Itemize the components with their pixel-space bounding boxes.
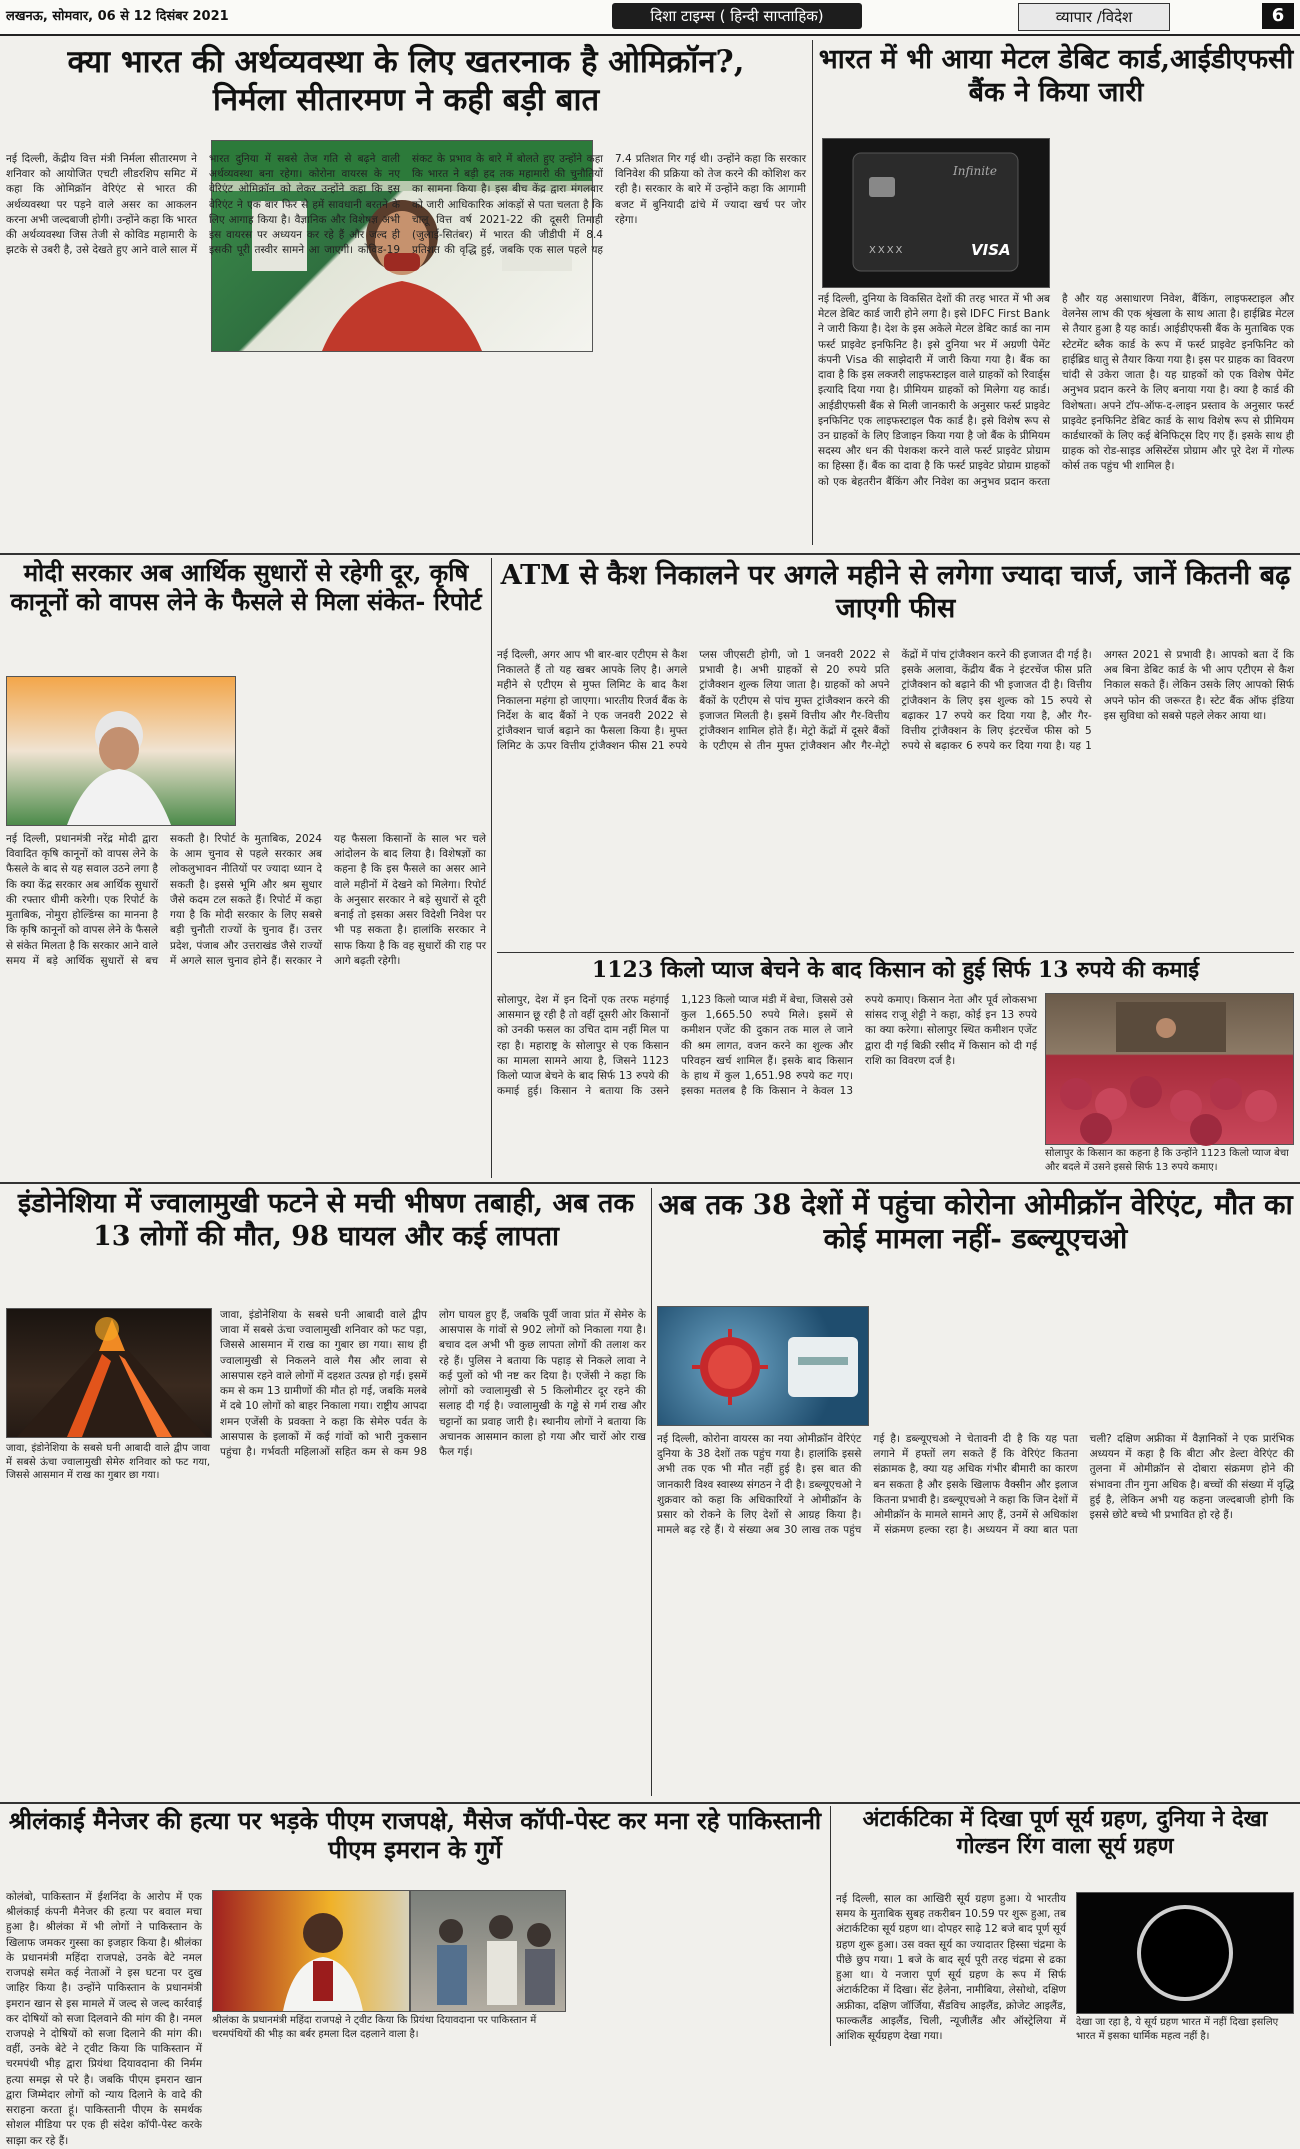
masthead — [0, 0, 1300, 36]
headline-modi-reforms: मोदी सरकार अब आर्थिक सुधारों से रहेगी दूर, कृषि कानूनों को वापस लेने के फैसले से मिला संकेत- रिपोर्ट — [10, 558, 482, 617]
body-solar-eclipse: नई दिल्ली, साल का आखिरी सूर्य ग्रहण हुआ। ये भारतीय समय के मुताबिक सुबह तकरीबन 10.59 पर शुरू हुआ, तब अंटार्कटिका सूर्य ग्रहण था। दोपहर साढ़े 12 बजे बाद पूर्ण सूर्य ग्रहण शुरू हुआ। उस वक्त सूर्य का ज्यादातर हिस्सा चंद्रमा के पीछे छुप गया। 1 बजे के बाद सूर्य पूरी तरह चंद्रमा से ढका हुआ था। ये नजारा पूर्ण सूर्य ग्रहण के रूप में सिर्फ अंटार्कटिका में दिखा। सेंट हेलेना, नामीबिया, लेसोथो, दक्षिण अफ्रीका, दक्षिण जॉर्जिया, सैंडविच आइलैंड, क्रोजेट आइलैंड, फाल्कलैंड आइलैंड, चिली, न्यूजीलैंड और ऑस्ट्रेलिया में आंशिक सूर्यग्रहण देखा गया। — [836, 1893, 1066, 2042]
article-atm-charges — [497, 558, 1294, 948]
card-number: XXXX — [869, 245, 905, 256]
caption-eclipse: देखा जा रहा है, ये सूर्य ग्रहण भारत में नहीं दिखा इसलिए भारत में इसका धार्मिक महत्व नहीं है। — [1076, 2017, 1279, 2042]
crowd-icon — [411, 1891, 565, 2011]
body-metal-card: नई दिल्ली, दुनिया के विकसित देशों की तरह भारत में भी अब मेटल डेबिट कार्ड जारी होने लगा है। इसे IDFC First Bank ने जारी किया है। देश के इस अकेले मेटल डेबिट कार्ड का नाम फर्स्ट प्राइवेट इनफिनिट है। इसे दुनिया भर में अग्रणी पेमेंट कंपनी Visa की साझेदारी में जारी किया गया है। बैंक का दावा है कि इस लक्जरी लाइफस्टाइल वाले ग्राहकों को रिवार्ड्स इत्यादि दिया गया है। प्रीमियम ग्राहकों को मिलेगा यह कार्ड। आईडीएफसी बैंक से मिली जानकारी के अनुसार फर्स्ट प्राइवेट इनफिनिट एक लाइफस्टाइल पैक कार्ड है। इसे विशेष रूप से उन ग्राहकों के लिए डिजाइन किया गया है जो बैंक के प्रीमियम सदस्य और धन की पेशकश करने वाले फर्स्ट प्राइवेट प्रोग्राम का हिस्सा हैं। बैंक का दावा है कि फर्स्ट प्राइवेट प्रोग्राम ग्राहकों को एक बेहतरीन बैंकिंग और निवेश का अनुभव प्रदान करता है और यह असाधारण निवेश, बैंकिंग, लाइफस्टाइल और वेलनेस लाभ की एक श्रृंखला के साथ आता है। हाईब्रिड मेटल से तैयार हुआ है यह कार्ड। आईडीएफसी बैंक के मुताबिक एक स्टेटमेंट ब्लैक कार्ड के रूप में फर्स्ट प्राइवेट इनफिनिट को हाईब्रिड धातु से तैयार किया गया है। इस पर ग्राहक का विवरण चांदी से उकेरा जाता है। यह ग्राहकों को एक विशेष पेमेंट अनुभव प्रदान करने के लिए बनाया गया है। क्या है कार्ड की विशेषता। अपने टॉप-ऑफ-द-लाइन प्रस्ताव के अनुसार फर्स्ट प्राइवेट इनफिनिट डेबिट कार्ड के साथ विशेष रूप से प्रीमियम कार्डधारकों के लिए कई बेनिफिट्स दिए गए हैं। इसके साथ ही ग्राहक को रोड-साइड असिस्टेंस प्रोग्राम और पूरे देश में गोल्फ कोर्स तक पहुंच भी शामिल है। — [818, 293, 1294, 488]
debit-card-icon — [823, 139, 1049, 287]
photo-onion-heap — [1045, 993, 1294, 1145]
headline-atm-charges: ATM से कैश निकालने पर अगले महीने से लगेगा ज्यादा चार्ज, जानें कितनी बढ़ जाएगी फीस — [500, 560, 1291, 624]
volcano-eruption-icon — [7, 1309, 211, 1437]
article-farmer-onion — [497, 955, 1294, 1178]
article-metal-card — [818, 40, 1294, 550]
headline-solar-eclipse: अंटार्कटिका में दिखा पूर्ण सूर्य ग्रहण, दुनिया ने देखा गोल्डन रिंग वाला सूर्य ग्रहण — [862, 1806, 1268, 1859]
onion-heap-icon — [1046, 994, 1293, 1144]
page-number: 6 — [1262, 3, 1294, 29]
body-omicron-economy: नई दिल्ली, केंद्रीय वित्त मंत्री निर्मला सीतारमण ने शनिवार को आयोजित एचटी लीडरशिप समिट में कहा कि ओमिक्रॉन वेरिएंट से भारत की अर्थव्यवस्था पर पड़ने वाले असर का आकलन करना अभी जल्दबाजी होगी। उन्होंने कहा कि भारत की अर्थव्यवस्था जिस तेजी से कोविड महामारी के झटके से उबरी है, उसे देखते हुए आने वाले साल में भारत दुनिया में सबसे तेज गति से बढ़ने वाली अर्थव्यवस्था बना रहेगा। कोरोना वायरस के नए वेरिएंट ओमिक्रॉन को लेकर उन्होंने कहा कि इस वेरिएंट ने एक बार फिर से हमें सावधानी बरतने के लिए आगाह किया है। वैज्ञानिक और विशेषज्ञ अभी इस वायरस पर अध्ययन कर रहे हैं और जल्द ही इसकी पूरी तस्वीर सामने आ जाएगी। कोविड-19 संकट के प्रभाव के बारे में बोलते हुए उन्होंने कहा कि भारत ने बड़ी हद तक महामारी की चुनौतियों का सामना किया है। इस बीच केंद्र द्वारा मंगलवार को जारी आधिकारिक आंकड़ों से पता चलता है कि चालू वित्त वर्ष 2021-22 की दूसरी तिमाही (जुलाई-सितंबर) में भारत की जीडीपी में 8.4 प्रतिशत की वृद्धि हुई, जबकि एक साल पहले यह 7.4 प्रतिशत गिर गई थी। उन्होंने कहा कि सरकार विनिवेश की प्रक्रिया को तेज करने की कोशिश कर रही है। सरकार के बारे में उन्होंने कहा कि आगामी बजट में बुनियादी ढांचे में ज्यादा खर्च पर जोर रहेगा। — [6, 153, 806, 257]
column-divider — [651, 1188, 652, 1796]
section-label: व्यापार /विदेश — [1018, 3, 1170, 31]
svg-text:Infinite: Infinite — [953, 164, 997, 178]
section-divider — [0, 1182, 1300, 1184]
column-divider — [812, 40, 813, 545]
photo-rajapaksa — [212, 1890, 410, 2012]
caption-farmer-onion: सोलापुर के किसान का कहना है कि उन्होंने 1123 किलो प्याज बेचा और बदले में उसने इससे सिर्फ 13 रुपये कमाए। — [1045, 1148, 1289, 1173]
headline-omicron-economy: क्या भारत की अर्थव्यवस्था के लिए खतरनाक है ओमिक्रॉन?, निर्मला सीतारमण ने कही बड़ी बात — [67, 44, 745, 118]
photo-pm-modi — [6, 676, 236, 826]
headline-indonesia-volcano: इंडोनेशिया में ज्वालामुखी फटने से मची भीषण तबाही, अब तक 13 लोगों की मौत, 98 घायल और कई लापता — [17, 1188, 635, 1252]
pm-portrait-icon — [7, 677, 235, 825]
section-divider — [0, 553, 1300, 555]
body-indonesia-volcano: जावा, इंडोनेशिया के सबसे घनी आबादी वाले द्वीप जावा में सबसे ऊंचा ज्वालामुखी शनिवार को फट पड़ा, जिससे आसमान में राख का गुबार छा गया। साथ ही ज्वालामुखी से निकलने वाले गैस और लावा से आसपास रहने वाले लोगों में दहशत उत्पन्न हो गई। इसमें कम से कम 13 ग्रामीणों की मौत हो गई, जबकि मलबे में दबे 10 लोगों को बाहर निकाला गया। राष्ट्रीय आपदा शमन एजेंसी के प्रवक्ता ने कहा कि सेमेरु पर्वत के आसपास के इलाकों में कई गांवों को भारी नुकसान पहुंचा है। गर्भवती महिलाओं सहित कम से कम 98 लोग घायल हुए हैं, जबकि पूर्वी जावा प्रांत में सेमेरु के आसपास के गांवों से 902 लोगों को निकाला गया है। बचाव दल अभी भी कुछ लापता लोगों की तलाश कर रहे हैं। पुलिस ने बताया कि पहाड़ से निकले लावा ने कई पुलों को भी नष्ट कर दिया है। एजेंसी ने कहा कि लोगों को ज्वालामुखी से 5 किलोमीटर दूर रहने की सलाह दी गई है। ज्वालामुखी के गड्ढे से गर्म राख और चट्टानों का प्रवाह जारी है। स्थानीय लोगों ने बताया कि अचानक आसमान काला हो गया और चारों ओर राख फैल गई। — [220, 1309, 646, 1458]
section-divider — [497, 952, 1294, 953]
body-srilanka-continued — [574, 1890, 822, 2044]
article-modi-reforms — [6, 558, 486, 1178]
pm-rajapaksa-icon — [213, 1891, 409, 2011]
photo-volcano — [6, 1308, 212, 1438]
card-brand: VISA — [971, 241, 1011, 259]
eclipse-ring-icon — [1077, 1893, 1293, 2013]
section-divider — [0, 1802, 1300, 1804]
body-srilanka-manager: कोलंबो, पाकिस्तान में ईशनिंदा के आरोप में एक श्रीलंकाई कंपनी मैनेजर की हत्या पर बवाल मचा हुआ है। श्रीलंका में भी लोगों ने पाकिस्तान के खिलाफ जमकर गुस्सा का इजहार किया है। श्रीलंका के प्रधानमंत्री महिंदा राजपक्षे, उनके बेटे नमल राजपक्षे समेत कई नेताओं ने इस घटना पर दुख जाहिर किया है। उन्होंने पाकिस्तान के प्रधानमंत्री इमरान खान से इस मामले में जल्द से जल्द कार्रवाई कर दोषियों को सजा दिलवाने की मांग की है। नमल राजपक्षे ने दोषियों को सजा दिलाने की मांग की। वहीं, उनके बेटे ने ट्वीट किया कि पाकिस्तान में चरमपंथी भीड़ द्वारा प्रियंथा दियावदाना की निर्मम हत्या समझ से परे है। जबकि पीएम इमरान खान द्वारा जिम्मेदार लोगों को न्याय दिलाने के वादे की सराहना करता हूं। पाकिस्तानी पीएम के समर्थक सोशल मीडिया पर एक ही संदेश कॉपी-पेस्ट करके साझा कर रहे हैं। — [6, 1891, 202, 2147]
column-divider — [830, 1806, 831, 2046]
article-corona-who — [657, 1188, 1294, 1798]
caption-srilanka: श्रीलंका के प्रधानमंत्री महिंदा राजपक्षे ने ट्वीट किया कि प्रियंथा दियावदाना पर पाकिस्तान में चरमपंथियों की भीड़ का बर्बर हमला दिल दहलाने वाला है। — [212, 2015, 537, 2040]
photo-eclipse — [1076, 1892, 1294, 2014]
photo-metal-card — [822, 138, 1050, 288]
column-divider — [491, 558, 492, 1178]
article-omicron-economy — [6, 40, 806, 550]
photo-virus — [657, 1306, 869, 1426]
article-indonesia-volcano — [6, 1188, 646, 1798]
body-corona-who: नई दिल्ली, कोरोना वायरस का नया ओमीक्रॉन वेरिएंट दुनिया के 38 देशों तक पहुंच गया है। हालांकि इससे अभी तक एक भी मौत नहीं हुई है। इस बात की जानकारी विश्व स्वास्थ्य संगठन ने दी है। डब्ल्यूएचओ ने शुक्रवार को कहा कि अधिकारियों ने ओमीक्रॉन के प्रसार को रोकने के लिए देशों से आग्रह किया है। मामले बढ़ रहे हैं। ये संख्या अब 30 लाख तक पहुंच गई है। डब्ल्यूएचओ ने चेतावनी दी है कि यह पता लगाने में हफ्तों लग सकते हैं कि वेरिएंट कितना संक्रामक है, क्या यह अधिक गंभीर बीमारी का कारण बन सकता है और इसके खिलाफ वैक्सीन और इलाज कितना प्रभावी है। डब्ल्यूएचओ ने कहा कि जिन देशों में ओमीक्रॉन के मामले सामने आए हैं, उनमें से अधिकांश में संक्रमण हल्का रहा है। अध्ययन में क्या बात पता चली? दक्षिण अफ्रीका में वैज्ञानिकों ने एक प्रारंभिक अध्ययन में कहा है कि बीटा और डेल्टा वेरिएंट की तुलना में ओमीक्रॉन से दोबारा संक्रमण होने की संभावना तीन गुना अधिक है। बच्चों की संख्या में वृद्धि हुई है, लेकिन अभी यह कहना जल्दबाजी होगी कि इससे छोटे बच्चे भी प्रभावित हो रहे हैं। — [657, 1433, 1294, 1537]
newspaper-name: दिशा टाइम्स ( हिन्दी साप्ताहिक) — [612, 3, 862, 29]
article-srilanka-manager — [6, 1806, 824, 2147]
headline-corona-who: अब तक 38 देशों में पहुंचा कोरोना ओमीक्रॉन वेरिएंट, मौत का कोई मामला नहीं- डब्ल्यूएचओ — [658, 1188, 1293, 1256]
body-atm-charges: नई दिल्ली, अगर आप भी बार-बार एटीएम से कैश निकालते हैं तो यह खबर आपके लिए है। अगले महीने से एटीएम से मुफ्त लिमिट के बाद कैश निकालना महंगा हो जाएगा। भारतीय रिजर्व बैंक के निर्देश के बाद बैंकों ने एक जनवरी 2022 से ट्रांजैक्शन चार्ज बढ़ाने का फैसला किया है। मुफ्त लिमिट के ऊपर वित्तीय ट्रांजैक्शन फीस 21 रुपये प्लस जीएसटी होगी, जो 1 जनवरी 2022 से प्रभावी है। अभी ग्राहकों से 20 रुपये प्रति ट्रांजैक्शन शुल्क लिया जाता है। ग्राहकों को अपने बैंकों के एटीएम से पांच मुफ्त ट्रांजैक्शन करने की इजाजत मिलती है। इसमें वित्तीय और गैर-वित्तीय ट्रांजैक्शन शामिल होते हैं। मेट्रो केंद्रों में दूसरे बैंकों के एटीएम से तीन मुफ्त ट्रांजैक्शन और गैर-मेट्रो केंद्रों में पांच ट्रांजैक्शन करने की इजाजत दी गई है। इसके अलावा, केंद्रीय बैंक ने इंटरचेंज फीस प्रति ट्रांजैक्शन को बढ़ाने की भी इजाजत दी है। वित्तीय ट्रांजैक्शन के लिए इस शुल्क को 15 रुपये से बढ़ाकर 17 रुपये कर दिया गया है, और गैर-वित्तीय ट्रांजैक्शन के लिए इंटरचेंज फीस को 5 रुपये से बढ़ाकर 6 रुपये कर दिया गया है। यह 1 अगस्त 2021 से प्रभावी है। आपको बता दें कि अब बिना डेबिट कार्ड के भी आप एटीएम से कैश निकाल सकते हैं। लेकिन उसके लिए आपको सिर्फ अपने फोन की जरूरत है। स्टेट बैंक ऑफ इंडिया इस सुविधा को सबसे पहले लेकर आया था। — [497, 649, 1294, 753]
headline-metal-card: भारत में भी आया मेटल डेबिट कार्ड,आईडीएफसी बैंक ने किया जारी — [818, 44, 1294, 108]
virus-icon — [658, 1307, 868, 1425]
body-farmer-onion: सोलापुर, देश में इन दिनों एक तरफ महंगाई आसमान छू रही है तो वहीं दूसरी ओर किसानों को उनकी फसल का उचित दाम नहीं मिल पा रहा है। महाराष्ट्र के सोलापुर से एक किसान का मामला सामने आया है, जिसने 1123 किलो प्याज बेचने के बाद सिर्फ 13 रुपये की कमाई हुई। किसान ने बताया कि उसने 1,123 किलो प्याज मंडी में बेचा, जिससे उसे कुल 1,665.50 रुपये मिले। इसमें से कमीशन एजेंट की दुकान तक माल ले जाने की श्रम लागत, वजन करने का शुल्क और परिवहन खर्च शामिल हैं। इसके बाद किसान के हाथ में कुल 1,651.98 रुपये कट गए। इसका मतलब है कि किसान ने केवल 13 रुपये कमाए। किसान नेता और पूर्व लोकसभा सांसद राजू शेट्टी ने कहा, कोई इन 13 रुपये का क्या करेगा। सोलापुर स्थित कमीशन एजेंट द्वारा दी गई बिक्री रसीद में किसान को दी गई राशि का विवरण दर्ज है। — [497, 994, 1037, 1098]
issue-date: लखनऊ, सोमवार, 06 से 12 दिसंबर 2021 — [6, 9, 229, 24]
caption-volcano: जावा, इंडोनेशिया के सबसे घनी आबादी वाले द्वीप जावा में सबसे ऊंचा ज्वालामुखी सेमेरु शनिवार को फट गया, जिससे आसमान में राख का गुबार छा गया। — [6, 1443, 210, 1481]
article-solar-eclipse — [836, 1806, 1294, 2046]
photo-mob-crowd — [410, 1890, 566, 2012]
headline-srilanka-manager: श्रीलंकाई मैनेजर की हत्या पर भड़के पीएम राजपक्षे, मैसेज कॉपी-पेस्ट कर मना रहे पाकिस्तानी पीएम इमरान के गुर्गे — [8, 1806, 822, 1865]
body-modi-reforms: नई दिल्ली, प्रधानमंत्री नरेंद्र मोदी द्वारा विवादित कृषि कानूनों को वापस लेने के फैसले के बाद से यह सवाल उठने लगा है कि क्या केंद्र सरकार अब आर्थिक सुधारों की रफ्तार धीमी करेगी। एक रिपोर्ट के मुताबिक, नोमुरा होल्डिंग्स का मानना है कि कृषि कानूनों को वापस लेने के फैसले से संकेत मिलता है कि सरकार आने वाले समय में बड़े आर्थिक सुधारों से बच सकती है। रिपोर्ट के मुताबिक, 2024 के आम चुनाव से पहले सरकार अब लोकलुभावन नीतियों पर ज्यादा ध्यान दे सकती है। इससे भूमि और श्रम सुधार जैसे कदम टल सकते हैं। रिपोर्ट में कहा गया है कि मोदी सरकार के लिए सबसे बड़ी चुनौती राज्यों के चुनाव हैं। उत्तर प्रदेश, पंजाब और उत्तराखंड जैसे राज्यों में अगले साल चुनाव होने हैं। सरकार ने यह फैसला किसानों के साल भर चले आंदोलन के बाद लिया है। विशेषज्ञों का कहना है कि इस फैसले का असर आने वाले महीनों में देखने को मिलेगा। रिपोर्ट के अनुसार सरकार ने बड़े सुधारों से दूरी बनाई तो इसका असर विदेशी निवेश पर भी पड़ सकता है। हालांकि सरकार ने साफ किया है कि वह सुधारों की राह पर आगे बढ़ती रहेगी। — [6, 833, 486, 967]
headline-farmer-onion: 1123 किलो प्याज बेचने के बाद किसान को हुई सिर्फ 13 रुपये की कमाई — [591, 957, 1200, 983]
